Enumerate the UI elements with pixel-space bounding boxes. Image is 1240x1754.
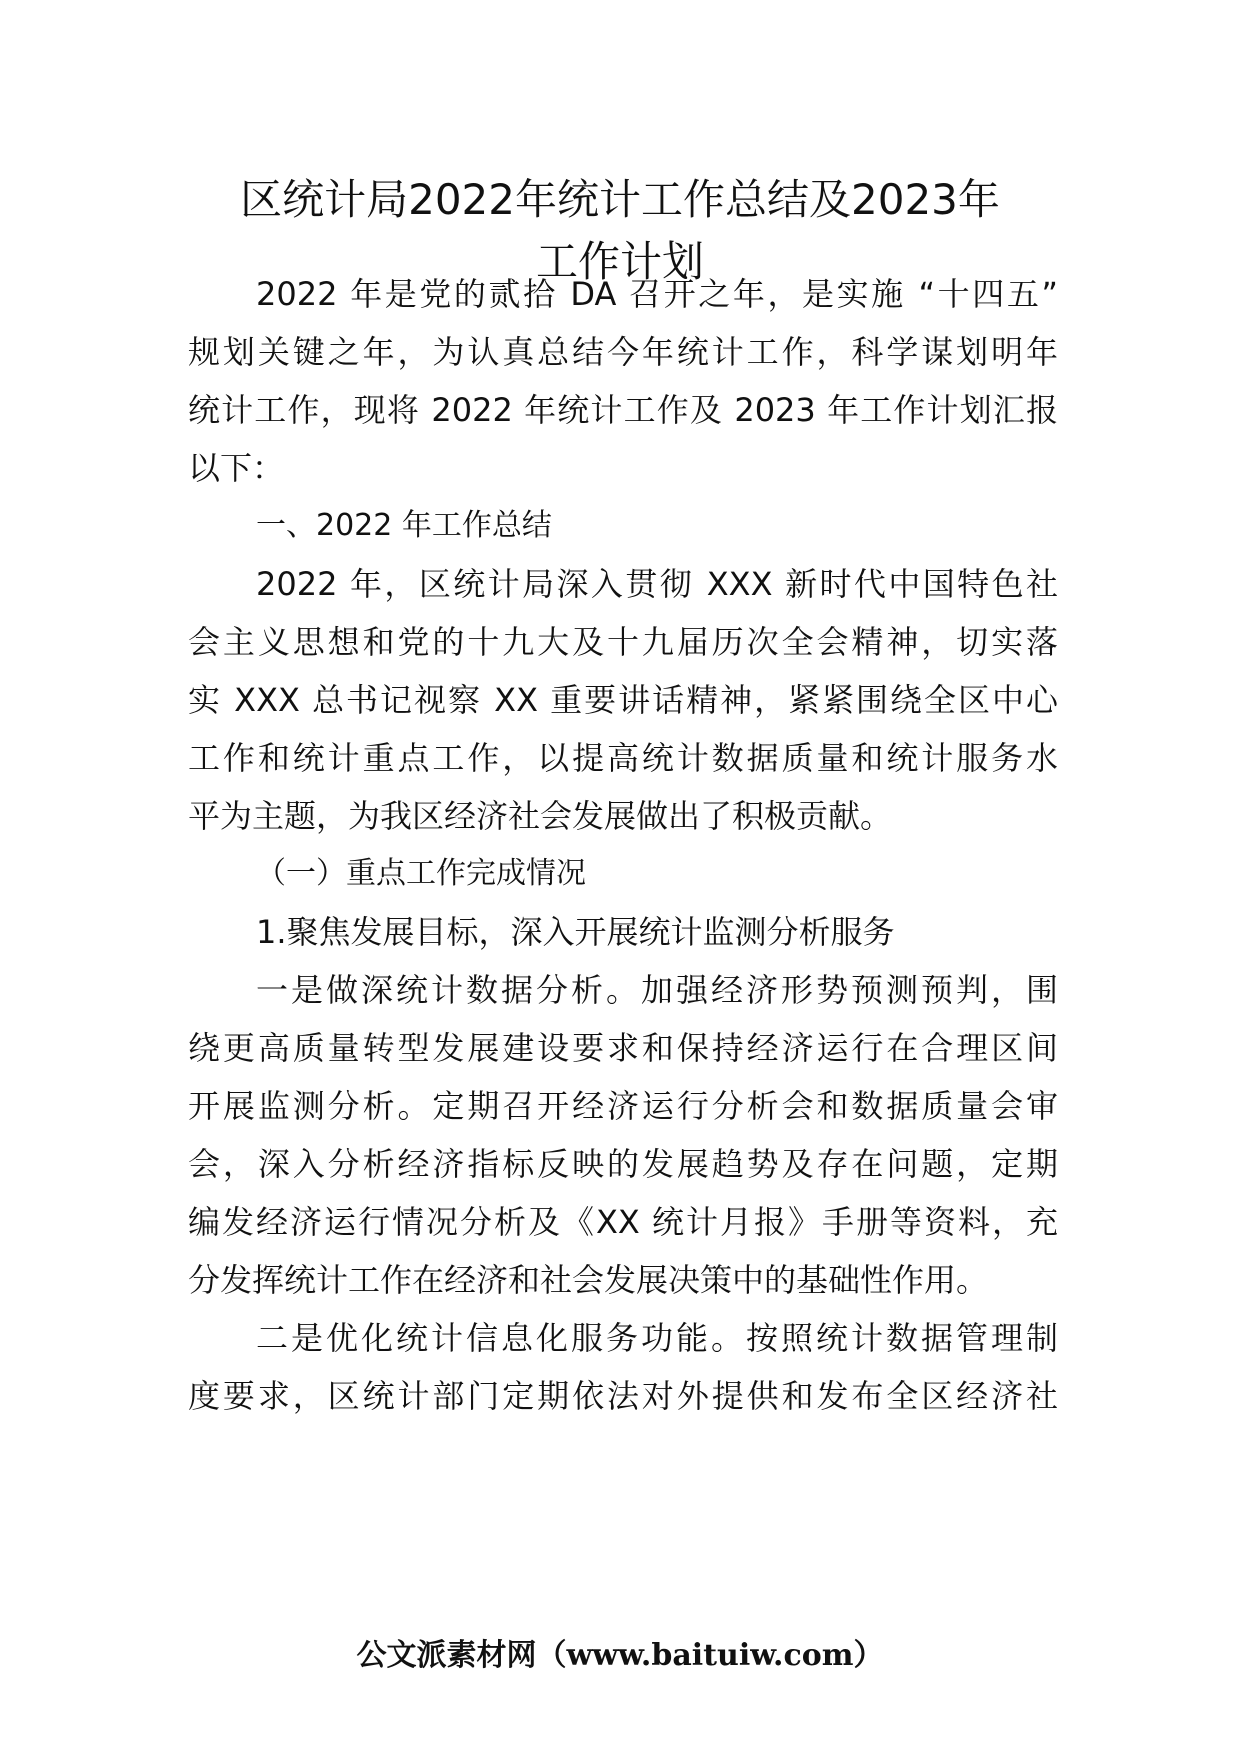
paragraph-line: 编发经济运行情况分析及《XX 统计月报》手册等资料，充 xyxy=(188,1203,1058,1241)
footer-watermark: 公文派素材网（www.baituiw.com） xyxy=(356,1638,884,1673)
paragraph-line: 规划关键之年，为认真总结今年统计工作，科学谋划明年 xyxy=(188,333,1058,371)
item-heading: 1.聚焦发展目标，深入开展统计监测分析服务 xyxy=(256,913,895,951)
paragraph-line: 平为主题，为我区经济社会发展做出了积极贡献。 xyxy=(188,797,893,835)
document-title-line-1: 区统计局2022年统计工作总结及2023年 xyxy=(240,175,1000,224)
document-title-line-2: 工作计划 xyxy=(535,237,704,286)
subsection-heading: （一）重点工作完成情况 xyxy=(256,856,586,891)
paragraph-line: 会，深入分析经济指标反映的发展趋势及存在问题，定期 xyxy=(188,1145,1058,1183)
paragraph-line: 一是做深统计数据分析。加强经济形势预测预判，围 xyxy=(256,971,1058,1009)
paragraph-line: 分发挥统计工作在经济和社会发展决策中的基础性作用。 xyxy=(188,1261,989,1299)
paragraph-line: 会主义思想和党的十九大及十九届历次全会精神，切实落 xyxy=(188,623,1058,661)
paragraph-line: 工作和统计重点工作，以提高统计数据质量和统计服务水 xyxy=(188,739,1058,777)
paragraph-line: 2022 年是党的贰拾 DA 召开之年，是实施 “十四五” xyxy=(256,275,1058,313)
paragraph-line: 绕更高质量转型发展建设要求和保持经济运行在合理区间 xyxy=(188,1029,1058,1067)
paragraph-line: 开展监测分析。定期召开经济运行分析会和数据质量会审 xyxy=(188,1087,1058,1125)
section-heading: 一、2022 年工作总结 xyxy=(256,508,552,543)
paragraph-line: 二是优化统计信息化服务功能。按照统计数据管理制 xyxy=(256,1319,1058,1357)
paragraph-line: 度要求，区统计部门定期依法对外提供和发布全区经济社 xyxy=(188,1377,1058,1415)
paragraph-line: 统计工作，现将 2022 年统计工作及 2023 年工作计划汇报 xyxy=(188,391,1058,429)
paragraph-line: 2022 年，区统计局深入贯彻 XXX 新时代中国特色社 xyxy=(256,565,1058,603)
paragraph-line: 以下： xyxy=(188,449,285,487)
paragraph-line: 实 XXX 总书记视察 XX 重要讲话精神，紧紧围绕全区中心 xyxy=(188,681,1058,719)
